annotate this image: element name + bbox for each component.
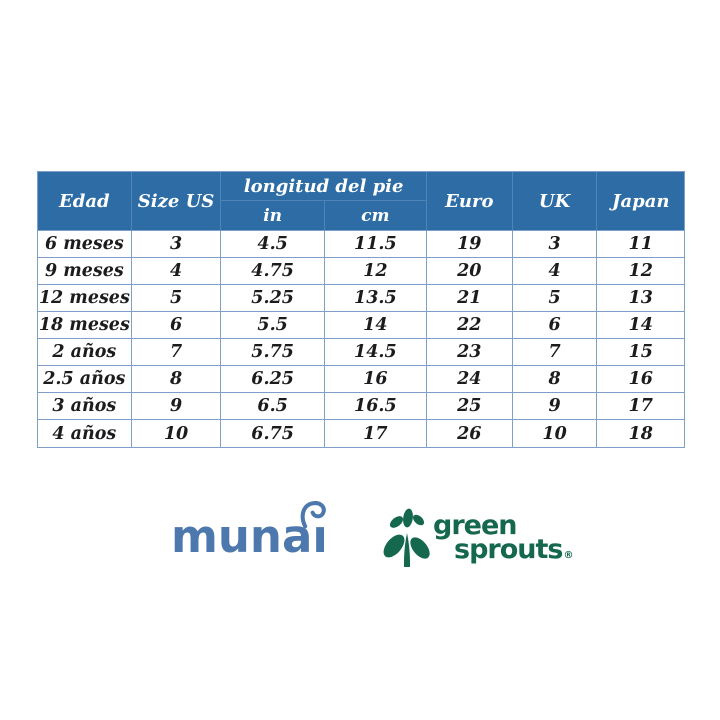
col-header-longitud-del-pie: longitud del pie: [221, 172, 426, 201]
table-cell: 23: [427, 339, 513, 366]
table-row: [38, 231, 684, 258]
table-cell: 7: [132, 339, 222, 366]
table-body: [38, 231, 684, 447]
table-cell: 13.5: [325, 285, 427, 312]
green-sprouts-line2-text: sprouts: [454, 534, 563, 565]
table-cell: 9 meses: [38, 258, 132, 285]
table-row: [38, 339, 684, 366]
col-header-cm: cm: [325, 201, 427, 231]
munai-wordmark: munaı: [171, 510, 328, 563]
table-row: [38, 312, 684, 339]
table-cell: 4.75: [221, 258, 324, 285]
table-cell: 18 meses: [38, 312, 132, 339]
table-cell: 16.5: [325, 393, 427, 420]
table-cell: 20: [427, 258, 513, 285]
size-conversion-table: [37, 171, 685, 448]
green-sprouts-line2: [454, 534, 574, 568]
table-cell: 21: [427, 285, 513, 312]
table-cell: 4 años: [38, 420, 132, 447]
table-cell: 6.25: [221, 366, 324, 393]
table-cell: 11.5: [325, 231, 427, 258]
table-cell: 2.5 años: [38, 366, 132, 393]
table-cell: 12: [325, 258, 427, 285]
table-cell: 19: [427, 231, 513, 258]
table-cell: 9: [132, 393, 222, 420]
table-cell: 3: [513, 231, 598, 258]
table-cell: 16: [597, 366, 684, 393]
table-cell: 18: [597, 420, 684, 447]
green-sprouts-line1: green: [433, 510, 517, 541]
table-cell: 14: [325, 312, 427, 339]
col-header-size-us: Size US: [132, 172, 222, 231]
col-header-japan: Japan: [597, 172, 684, 231]
table-cell: 4.5: [221, 231, 324, 258]
table-row: [38, 258, 684, 285]
table-cell: 25: [427, 393, 513, 420]
table-cell: 2 años: [38, 339, 132, 366]
green-sprouts-logo: [382, 506, 574, 568]
table-cell: 11: [597, 231, 684, 258]
table-cell: 5.25: [221, 285, 324, 312]
table-cell: 6.5: [221, 393, 324, 420]
table-cell: 6 meses: [38, 231, 132, 258]
table-cell: 5.5: [221, 312, 324, 339]
table-cell: 26: [427, 420, 513, 447]
table-row: [38, 285, 684, 312]
sprout-icon: [382, 507, 432, 567]
table-row: [38, 366, 684, 393]
table-cell: 6.75: [221, 420, 324, 447]
table-cell: 12 meses: [38, 285, 132, 312]
table-cell: 8: [513, 366, 598, 393]
table-cell: 8: [132, 366, 222, 393]
table-cell: 17: [325, 420, 427, 447]
table-cell: 13: [597, 285, 684, 312]
munai-curl-icon: [299, 499, 329, 529]
table-cell: 6: [132, 312, 222, 339]
table-cell: 4: [513, 258, 598, 285]
size-table: [37, 171, 685, 448]
table-cell: 12: [597, 258, 684, 285]
table-cell: 3 años: [38, 393, 132, 420]
table-cell: 15: [597, 339, 684, 366]
table-cell: 10: [132, 420, 222, 447]
table-cell: 5: [513, 285, 598, 312]
table-cell: 17: [597, 393, 684, 420]
table-cell: 5.75: [221, 339, 324, 366]
table-header: [38, 172, 684, 231]
col-header-edad: Edad: [38, 172, 132, 231]
table-cell: 16: [325, 366, 427, 393]
table-cell: 9: [513, 393, 598, 420]
table-cell: 5: [132, 285, 222, 312]
table-row: [38, 420, 684, 447]
table-cell: 22: [427, 312, 513, 339]
registered-trademark-symbol: ®: [563, 550, 574, 561]
col-header-uk: UK: [513, 172, 598, 231]
table-cell: 24: [427, 366, 513, 393]
table-row: [38, 393, 684, 420]
table-cell: 7: [513, 339, 598, 366]
col-header-euro: Euro: [427, 172, 513, 231]
table-header-row-1: [38, 172, 684, 201]
munai-logo: [171, 510, 331, 565]
table-cell: 10: [513, 420, 598, 447]
green-sprouts-wordmark: [433, 510, 574, 568]
table-cell: 14: [597, 312, 684, 339]
table-cell: 3: [132, 231, 222, 258]
col-header-in: in: [221, 201, 324, 231]
table-cell: 6: [513, 312, 598, 339]
table-cell: 4: [132, 258, 222, 285]
table-cell: 14.5: [325, 339, 427, 366]
